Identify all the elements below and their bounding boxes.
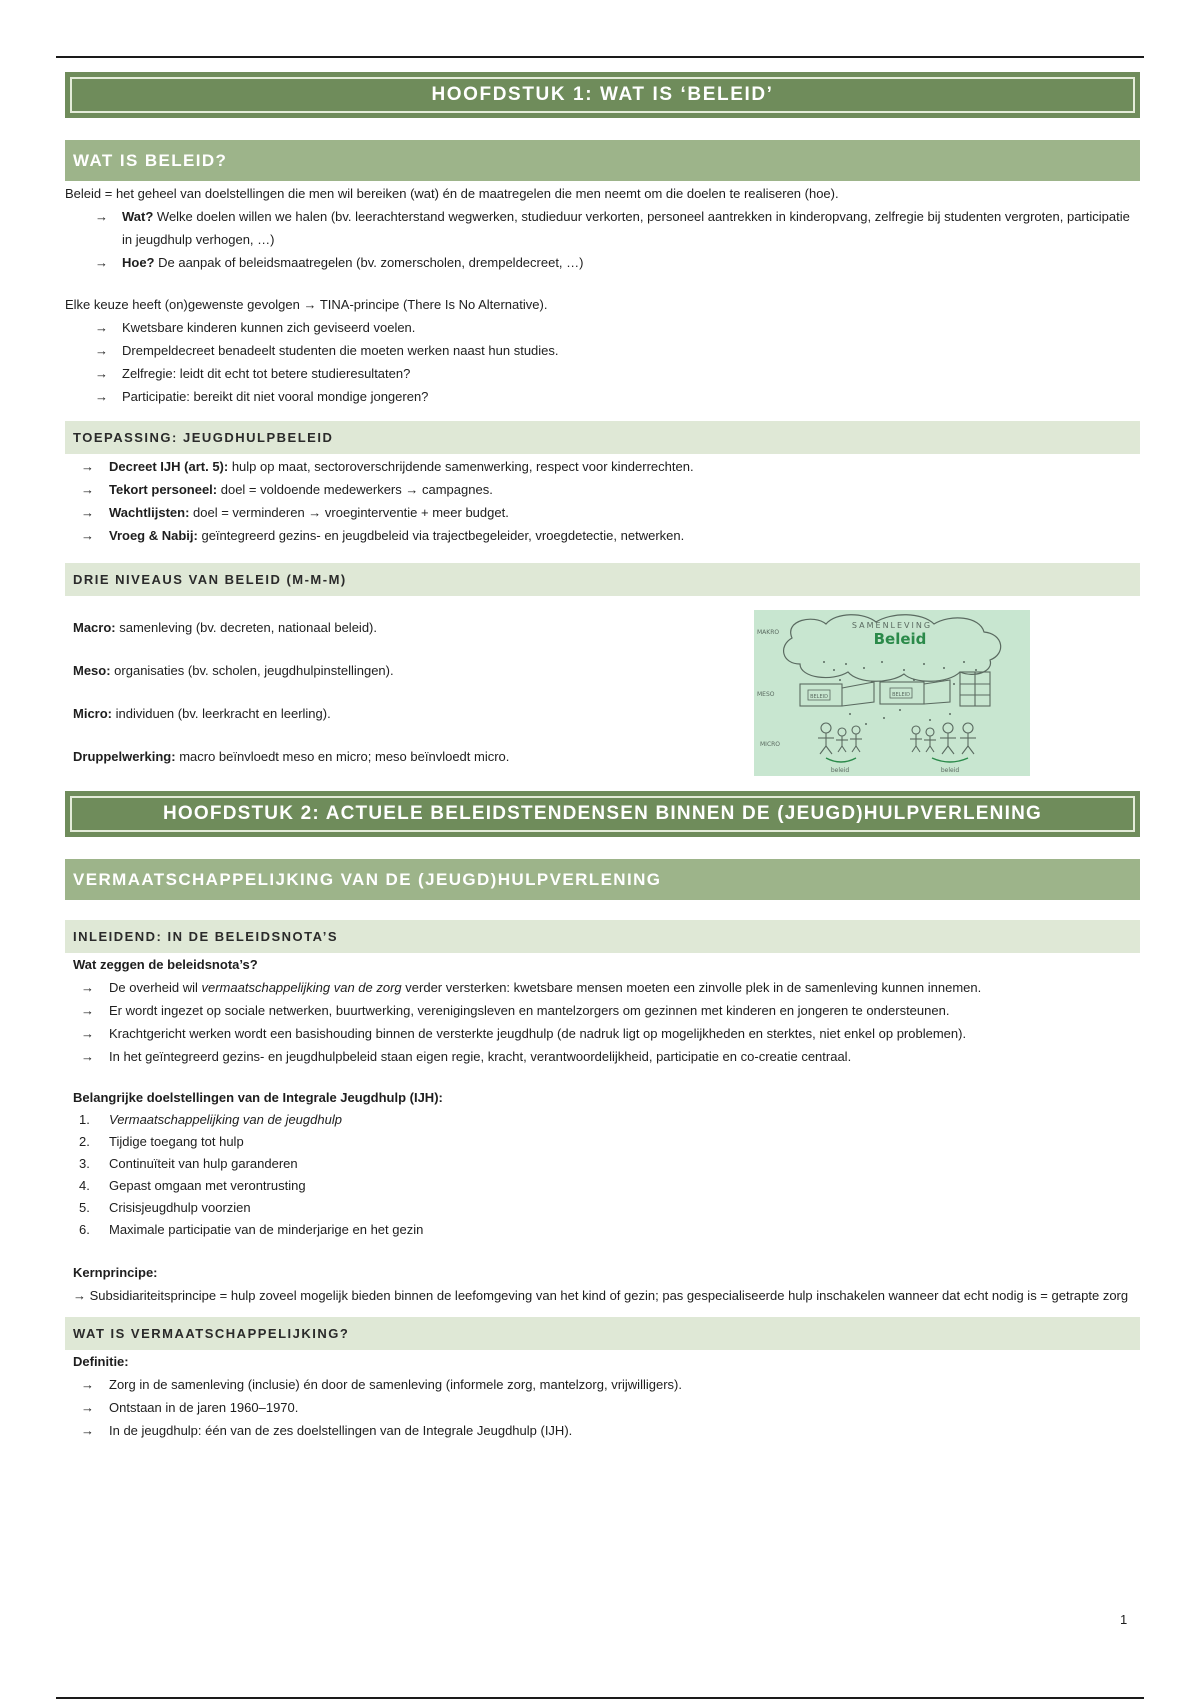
- wat-item: [65, 205, 1140, 251]
- toepassing-list: [65, 455, 1140, 547]
- beleid-sketch-svg: [754, 610, 1030, 776]
- beleid-sketch-illustration: [754, 610, 1030, 776]
- arrow-icon: →: [81, 1026, 94, 1041]
- definitie-text: Ontstaan in de jaren 1960–1970.: [109, 1400, 299, 1415]
- toepassing-heading: TOEPASSING: JEUGDHULPBELEID: [65, 421, 1140, 454]
- item-text: verder versterken: kwetsbare mensen moeten een zinvolle plek in de samenleving kunnen innemen.: [401, 980, 982, 995]
- section-wat-is-beleid-heading: WAT IS BELEID?: [65, 140, 1140, 181]
- arrow-icon: →: [81, 1003, 94, 1018]
- arrow-icon: →: [81, 980, 94, 995]
- niveau-label: Druppelwerking:: [73, 749, 176, 764]
- gevolg-text: Participatie: bereikt dit niet vooral mondige jongeren?: [122, 389, 429, 404]
- definitie-text: In de jeugdhulp: één van de zes doelstellingen van de Integrale Jeugdhulp (IJH).: [109, 1423, 573, 1438]
- chapter-1-title: HOOFDSTUK 1: WAT IS ‘BELEID’: [70, 77, 1135, 113]
- niveau-micro: [73, 702, 673, 725]
- arrow-icon: →: [81, 482, 94, 497]
- definitie-list: [65, 1373, 1140, 1442]
- arrow-icon: →: [81, 459, 94, 474]
- sketch-house-1: BELEID: [810, 694, 828, 700]
- wat-is-vermaatschappelijking-heading: WAT IS VERMAATSCHAPPELIJKING?: [65, 1317, 1140, 1350]
- chapter-1-banner: [65, 72, 1140, 118]
- definitie-label: Definitie:: [73, 1354, 129, 1369]
- niveau-druppelwerking: [73, 745, 673, 768]
- doel-text: Gepast omgaan met verontrusting: [109, 1178, 306, 1193]
- doel-item: [65, 1219, 1140, 1241]
- doel-item: [65, 1175, 1140, 1197]
- arrow-icon: →: [81, 1377, 94, 1392]
- arrow-icon: →: [95, 343, 108, 358]
- chapter-2-banner: [65, 791, 1140, 837]
- toepassing-label: Wachtlijsten:: [109, 505, 190, 520]
- page-content: [65, 72, 1140, 1442]
- doel-item: [65, 1197, 1140, 1219]
- hoe-label: Hoe?: [122, 255, 155, 270]
- niveau-text: individuen (bv. leerkracht en leerling).: [112, 706, 331, 721]
- hoe-item: [65, 251, 1140, 274]
- niveau-meso: [73, 659, 673, 682]
- toepassing-text: hulp op maat, sectoroverschrijdende samenwerking, respect voor kinderrechten.: [228, 459, 694, 474]
- sketch-label-micro: MICRO: [760, 741, 781, 748]
- sketch-foot-2: beleid: [940, 767, 960, 774]
- gevolg-item: [65, 339, 1140, 362]
- niveau-label: Macro:: [73, 620, 116, 635]
- gevolgen-list: [65, 316, 1140, 408]
- arrow-icon: →: [81, 1423, 94, 1438]
- beleidsnota-item: [65, 1022, 1140, 1045]
- item-emphasis: vermaatschappelijking van de zorg: [201, 980, 402, 995]
- definitie-item: [65, 1373, 1140, 1396]
- niveau-label: Micro:: [73, 706, 112, 721]
- item-text: In het geïntegreerd gezins- en jeugdhulpbeleid staan eigen regie, kracht, verantwoordelijkheid, participatie en co-creatie centraal.: [109, 1049, 852, 1064]
- toepassing-label: Vroeg & Nabij:: [109, 528, 198, 543]
- toepassing-item: [65, 524, 1140, 547]
- kernprincipe-text: → Subsidiariteitsprincipe = hulp zoveel mogelijk bieden binnen de leefomgeving van het kind of gezin; pas gespecialiseerde hulp inschakelen wanneer dat echt nodig is = getrapte zorg: [73, 1288, 1129, 1303]
- sketch-foot-1: beleid: [830, 767, 850, 774]
- sketch-label-meso: MESO: [757, 691, 775, 698]
- gevolg-text: Kwetsbare kinderen kunnen zich geviseerd voelen.: [122, 320, 416, 335]
- gevolg-item: [65, 385, 1140, 408]
- doel-text: Vermaatschappelijking van de jeugdhulp: [109, 1112, 342, 1127]
- page-number: 1: [1120, 1612, 1128, 1627]
- arrow-icon: →: [81, 1049, 94, 1064]
- doel-number: 2.: [79, 1134, 90, 1149]
- arrow-icon: →: [81, 505, 94, 520]
- arrow-icon: →: [95, 389, 108, 404]
- arrow-icon: →: [95, 255, 108, 270]
- doel-number: 3.: [79, 1156, 90, 1171]
- doel-item: [65, 1131, 1140, 1153]
- toepassing-text: doel = voldoende medewerkers → campagnes.: [217, 482, 493, 497]
- doel-number: 5.: [79, 1200, 90, 1215]
- wat-label: Wat?: [122, 209, 154, 224]
- beleid-definition: Beleid = het geheel van doelstellingen die men wil bereiken (wat) én de maatregelen die men neemt om die doelen te realiseren (hoe).: [65, 186, 839, 201]
- sketch-label-macro: MAKRO: [757, 629, 780, 636]
- sketch-cloud-top: SAMENLEVING: [851, 621, 933, 630]
- niveaus-heading: DRIE NIVEAUS VAN BELEID (M-M-M): [65, 563, 1140, 596]
- toepassing-text: doel = verminderen → vroeginterventie + meer budget.: [189, 505, 509, 520]
- toepassing-label: Tekort personeel:: [109, 482, 218, 497]
- arrow-icon: →: [95, 320, 108, 335]
- niveaus-block: [65, 610, 1140, 792]
- niveau-text: macro beïnvloedt meso en micro; meso beïnvloedt micro.: [175, 749, 510, 764]
- arrow-icon: →: [81, 528, 94, 543]
- arrow-icon: →: [81, 1400, 94, 1415]
- doelstellingen-list: [65, 1109, 1140, 1241]
- beleidsnota-item: [65, 976, 1140, 999]
- gevolg-item: [65, 362, 1140, 385]
- keuze-intro: Elke keuze heeft (on)gewenste gevolgen → TINA-principe (There Is No Alternative).: [65, 297, 548, 312]
- toepassing-item: [65, 501, 1140, 524]
- doel-text: Crisisjeugdhulp voorzien: [109, 1200, 251, 1215]
- definitie-item: [65, 1419, 1140, 1442]
- definitie-text: Zorg in de samenleving (inclusie) én door de samenleving (informele zorg, mantelzorg, vrijwilligers).: [109, 1377, 682, 1392]
- chapter-2-title: HOOFDSTUK 2: ACTUELE BELEIDSTENDENSEN BINNEN DE (JEUGD)HULPVERLENING: [70, 796, 1135, 832]
- toepassing-text: geïntegreerd gezins- en jeugdbeleid via trajectbegeleider, vroegdetectie, netwerken.: [197, 528, 685, 543]
- arrow-icon: →: [95, 209, 108, 224]
- doel-text: Continuïteit van hulp garanderen: [109, 1156, 298, 1171]
- hoe-text: De aanpak of beleidsmaatregelen (bv. zomerscholen, drempeldecreet, …): [154, 255, 584, 270]
- inleidend-heading: INLEIDEND: IN DE BELEIDSNOTA’S: [65, 920, 1140, 953]
- toepassing-item: [65, 455, 1140, 478]
- toepassing-label: Decreet IJH (art. 5):: [109, 459, 229, 474]
- sketch-house-2: BELEID: [892, 692, 910, 698]
- beleidsnota-item: [65, 1045, 1140, 1068]
- beleidsnota-item: [65, 999, 1140, 1022]
- niveaus-text: [73, 610, 673, 788]
- gevolg-text: Drempeldecreet benadeelt studenten die moeten werken naast hun studies.: [122, 343, 559, 358]
- arrow-icon: →: [95, 366, 108, 381]
- beleidsnota-question: Wat zeggen de beleidsnota’s?: [73, 957, 258, 972]
- doel-item: [65, 1109, 1140, 1131]
- wat-text: Welke doelen willen we halen (bv. leerachterstand wegwerken, studieduur verkorten, personeel aantrekken in kinderopvang, zelfregie bij studenten vergroten, participatie in jeugdhulp verhogen, …): [122, 209, 1130, 247]
- doel-number: 4.: [79, 1178, 90, 1193]
- sketch-cloud-main: Beleid: [873, 630, 927, 648]
- item-text: Krachtgericht werken wordt een basishouding binnen de versterkte jeugdhulp (de nadruk ligt op mogelijkheden en sterktes, niet enkel op problemen).: [109, 1026, 967, 1041]
- section-vermaatschappelijking-heading: VERMAATSCHAPPELIJKING VAN DE (JEUGD)HULPVERLENING: [65, 859, 1140, 900]
- bottom-rule: [56, 1697, 1144, 1699]
- niveau-text: organisaties (bv. scholen, jeugdhulpinstellingen).: [110, 663, 394, 678]
- doel-number: 1.: [79, 1112, 90, 1127]
- kernprincipe-heading: Kernprincipe:: [73, 1265, 158, 1280]
- top-rule: [56, 56, 1144, 58]
- beleidsnota-list: [65, 976, 1140, 1068]
- doelstellingen-heading: Belangrijke doelstellingen van de Integrale Jeugdhulp (IJH):: [73, 1090, 443, 1105]
- gevolg-item: [65, 316, 1140, 339]
- niveau-label: Meso:: [73, 663, 111, 678]
- toepassing-item: [65, 478, 1140, 501]
- wat-hoe-list: [65, 205, 1140, 274]
- niveau-macro: [73, 616, 673, 639]
- doel-text: Maximale participatie van de minderjarige en het gezin: [109, 1222, 424, 1237]
- doel-item: [65, 1153, 1140, 1175]
- doel-text: Tijdige toegang tot hulp: [109, 1134, 244, 1149]
- doel-number: 6.: [79, 1222, 90, 1237]
- niveau-text: samenleving (bv. decreten, nationaal beleid).: [115, 620, 377, 635]
- item-text: De overheid wil: [109, 980, 202, 995]
- gevolg-text: Zelfregie: leidt dit echt tot betere studieresultaten?: [122, 366, 411, 381]
- definitie-item: [65, 1396, 1140, 1419]
- item-text: Er wordt ingezet op sociale netwerken, buurtwerking, verenigingsleven en mantelzorgers om gezinnen met kinderen en jongeren te ondersteunen.: [109, 1003, 950, 1018]
